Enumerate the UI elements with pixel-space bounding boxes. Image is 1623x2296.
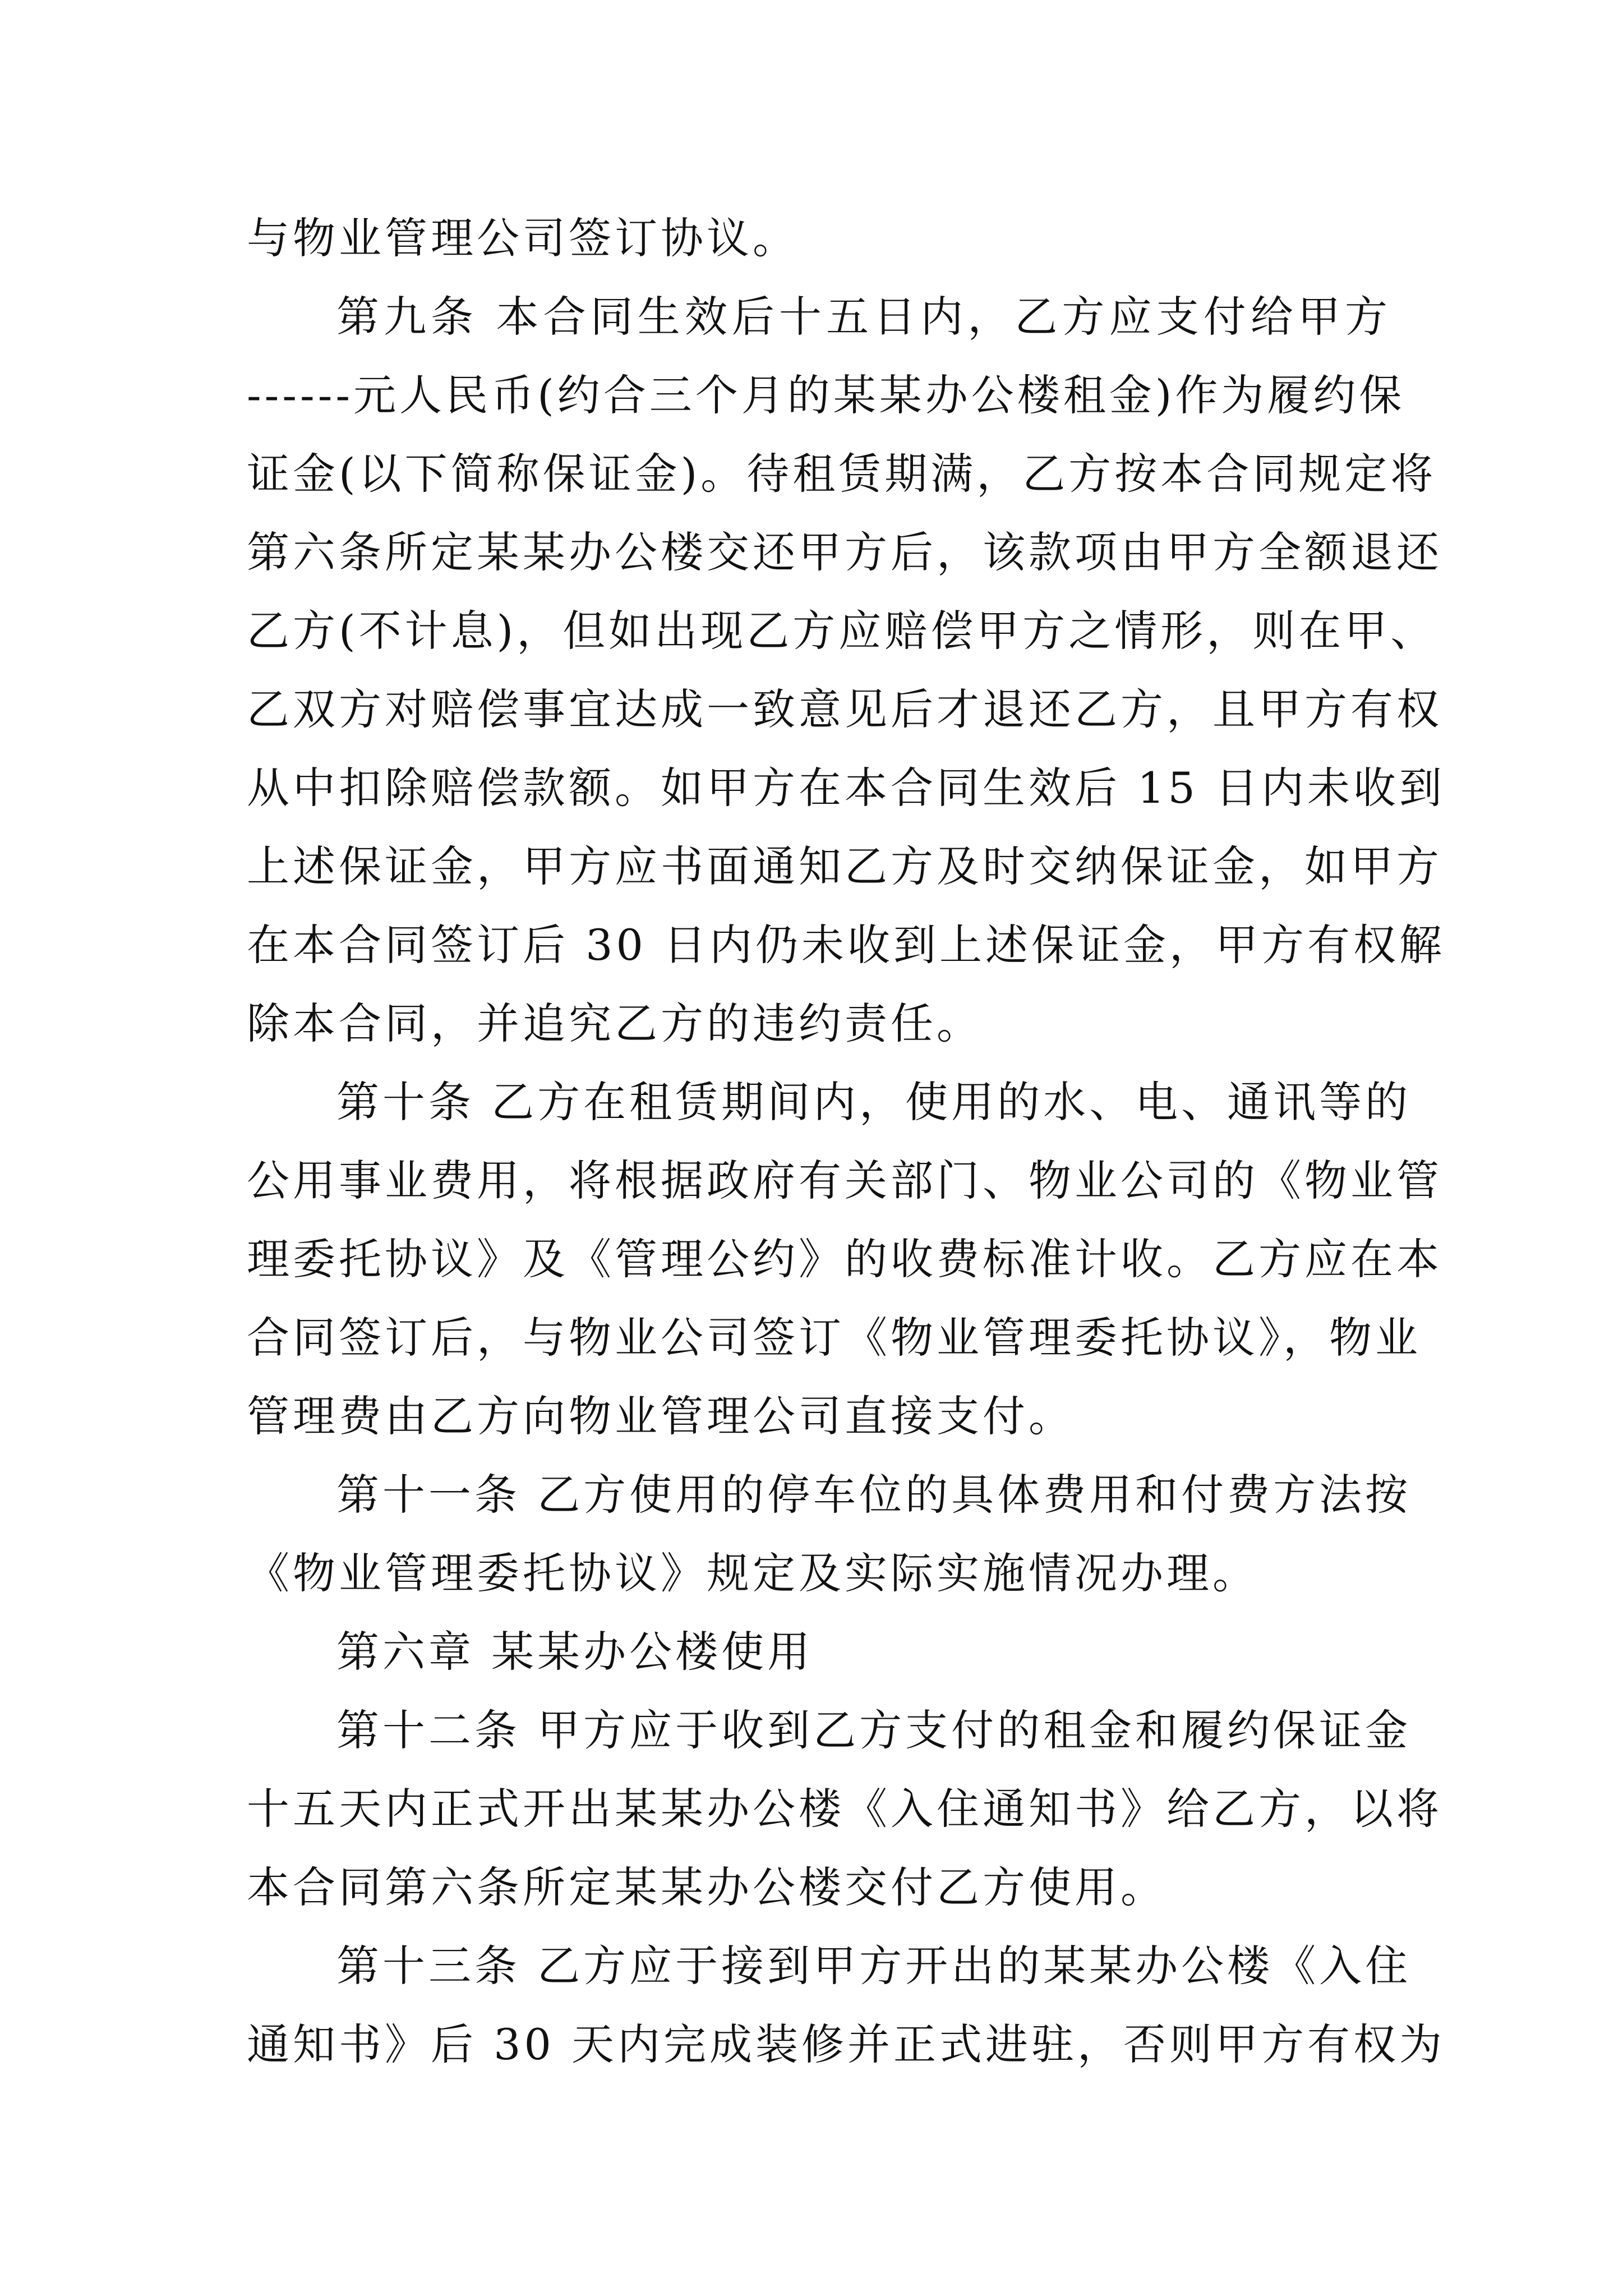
text-line: 除本合同，并追究乙方的违约责任。	[247, 999, 983, 1048]
text-line: 第六条所定某某办公楼交还甲方后，该款项由甲方全额退还	[247, 527, 1442, 577]
text-line: 理委托协议》及《管理公约》的收费标准计收。乙方应在本	[247, 1234, 1442, 1284]
text-line: 公用事业费用，将根据政府有关部门、物业公司的《物业管	[247, 1156, 1442, 1205]
text-line: 上述保证金，甲方应书面通知乙方及时交纳保证金，如甲方	[247, 841, 1442, 891]
text-line: ------元人民币(约合三个月的某某办公楼租金)作为履约保	[247, 370, 1405, 420]
text-line: 十五天内正式开出某某办公楼《入住通知书》给乙方，以将	[247, 1784, 1442, 1834]
text-line: 在本合同签订后 30 日内仍未收到上述保证金，甲方有权解	[247, 920, 1446, 970]
text-line: 从中扣除赔偿款额。如甲方在本合同生效后 15 日内未收到	[247, 763, 1446, 813]
text-line: 合同签订后，与物业公司签订《物业管理委托协议》，物业	[247, 1313, 1421, 1363]
text-line: 《物业管理委托协议》规定及实际实施情况办理。	[247, 1548, 1258, 1598]
text-line: 第十二条 甲方应于收到乙方支付的租金和履约保证金	[336, 1705, 1412, 1755]
text-line: 通知书》后 30 天内完成装修并正式进驻，否则甲方有权为	[247, 2019, 1446, 2069]
chapter-heading: 第六章 某某办公楼使用	[336, 1627, 814, 1677]
text-line: 与物业管理公司签订协议。	[247, 213, 799, 263]
text-line: 管理费由乙方向物业管理公司直接支付。	[247, 1391, 1075, 1441]
text-line: 乙方(不计息)，但如出现乙方应赔偿甲方之情形，则在甲、	[247, 606, 1437, 656]
text-line: 证金(以下简称保证金)。待租赁期满，乙方按本合同规定将	[247, 449, 1437, 499]
text-line: 本合同第六条所定某某办公楼交付乙方使用。	[247, 1862, 1166, 1912]
text-line: 第十条 乙方在租赁期间内，使用的水、电、通讯等的	[336, 1077, 1412, 1127]
text-line: 第十三条 乙方应于接到甲方开出的某某办公楼《入住	[336, 1941, 1412, 1991]
document-body	[247, 199, 1446, 2084]
text-line: 第九条 本合同生效后十五日内，乙方应支付给甲方	[336, 292, 1391, 342]
text-line: 第十一条 乙方使用的停车位的具体费用和付费方法按	[336, 1470, 1412, 1520]
text-line: 乙双方对赔偿事宜达成一致意见后才退还乙方，且甲方有权	[247, 684, 1442, 734]
